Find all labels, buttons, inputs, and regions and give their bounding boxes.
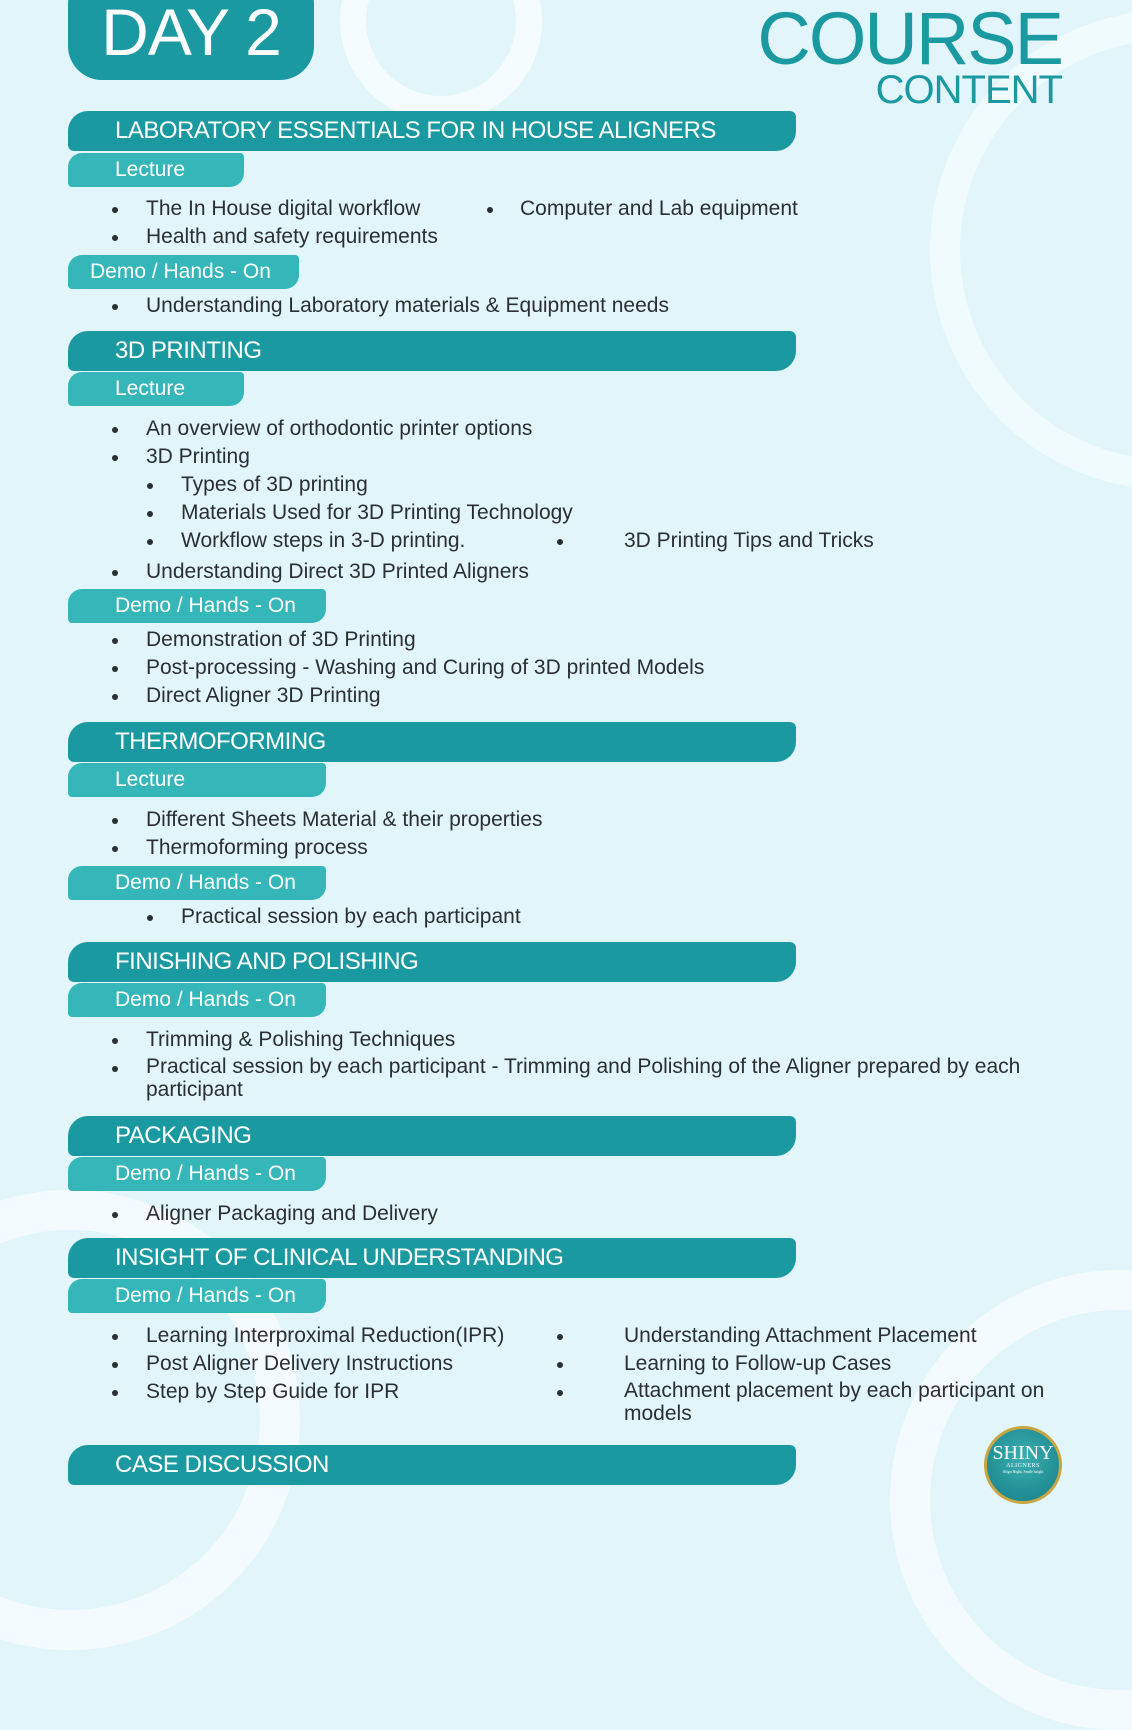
list-item: Workflow steps in 3-D printing. bbox=[181, 529, 466, 552]
bullet bbox=[112, 818, 118, 824]
bullet bbox=[112, 1212, 118, 1218]
bullet bbox=[112, 694, 118, 700]
demo-label: Demo / Hands - On bbox=[68, 255, 299, 289]
list-item: Different Sheets Material & their properties bbox=[146, 808, 543, 831]
bullet bbox=[557, 1362, 563, 1368]
list-item: Types of 3D printing bbox=[181, 473, 368, 496]
bullet bbox=[112, 638, 118, 644]
bullet bbox=[112, 570, 118, 576]
list-item: Health and safety requirements bbox=[146, 225, 438, 248]
list-item: Learning to Follow-up Cases bbox=[624, 1352, 892, 1375]
lecture-label: Lecture bbox=[68, 372, 244, 406]
list-item: Post-processing - Washing and Curing of 3D printed Models bbox=[146, 656, 705, 679]
demo-label: Demo / Hands - On bbox=[68, 983, 326, 1017]
bullet bbox=[112, 1066, 118, 1072]
logo-name: SHINY bbox=[992, 1442, 1054, 1464]
bullet bbox=[112, 427, 118, 433]
list-item: 3D Printing bbox=[146, 445, 250, 468]
list-item: Trimming & Polishing Techniques bbox=[146, 1028, 456, 1051]
bullet bbox=[112, 1390, 118, 1396]
bullet bbox=[557, 539, 563, 545]
section-header-thermoforming: THERMOFORMING bbox=[68, 722, 796, 762]
demo-label: Demo / Hands - On bbox=[68, 1157, 326, 1191]
bullet bbox=[112, 1038, 118, 1044]
bullet bbox=[147, 539, 153, 545]
shiny-aligners-logo bbox=[984, 1426, 1062, 1504]
logo-tagline: Align Right, Smile bright bbox=[1002, 1469, 1044, 1475]
section-header-finishing: FINISHING AND POLISHING bbox=[68, 942, 796, 982]
bullet bbox=[112, 1334, 118, 1340]
bullet bbox=[147, 915, 153, 921]
list-item: Post Aligner Delivery Instructions bbox=[146, 1352, 453, 1375]
list-item: Direct Aligner 3D Printing bbox=[146, 684, 381, 707]
title-line-1: COURSE bbox=[757, 0, 1062, 80]
list-item: Materials Used for 3D Printing Technology bbox=[181, 501, 573, 524]
bullet bbox=[112, 207, 118, 213]
bullet bbox=[112, 455, 118, 461]
bullet bbox=[557, 1390, 563, 1396]
bullet bbox=[147, 483, 153, 489]
bullet bbox=[147, 511, 153, 517]
bullet bbox=[112, 846, 118, 852]
bullet bbox=[112, 304, 118, 310]
demo-label: Demo / Hands - On bbox=[68, 589, 326, 623]
demo-label: Demo / Hands - On bbox=[68, 1279, 326, 1313]
list-item: 3D Printing Tips and Tricks bbox=[624, 529, 874, 552]
list-item: Understanding Attachment Placement bbox=[624, 1324, 977, 1347]
section-header-packaging: PACKAGING bbox=[68, 1116, 796, 1156]
section-header-3d-printing: 3D PRINTING bbox=[68, 331, 796, 371]
list-item: The In House digital workflow bbox=[146, 197, 421, 220]
bullet bbox=[112, 235, 118, 241]
list-item: Practical session by each participant - Trimming and Polishing of the Aligner prepared by each participant bbox=[146, 1055, 1021, 1101]
list-item: Understanding Direct 3D Printed Aligners bbox=[146, 560, 529, 583]
bullet bbox=[487, 207, 493, 213]
list-item: Demonstration of 3D Printing bbox=[146, 628, 416, 651]
list-item: Computer and Lab equipment bbox=[520, 197, 798, 220]
list-item: Practical session by each participant bbox=[181, 905, 521, 928]
list-item: Aligner Packaging and Delivery bbox=[146, 1202, 438, 1225]
list-item: Step by Step Guide for IPR bbox=[146, 1380, 400, 1403]
lecture-label: Lecture bbox=[68, 153, 244, 187]
demo-label: Demo / Hands - On bbox=[68, 866, 326, 900]
page-title bbox=[757, 2, 1062, 110]
list-item: An overview of orthodontic printer options bbox=[146, 417, 533, 440]
section-header-laboratory: LABORATORY ESSENTIALS FOR IN HOUSE ALIGNERS bbox=[68, 111, 796, 151]
decorative-ring bbox=[340, 0, 542, 122]
list-item: Attachment placement by each participant on models bbox=[624, 1379, 1045, 1425]
bullet bbox=[112, 666, 118, 672]
section-header-clinical: INSIGHT OF CLINICAL UNDERSTANDING bbox=[68, 1238, 796, 1278]
bullet bbox=[112, 1362, 118, 1368]
list-item: Learning Interproximal Reduction(IPR) bbox=[146, 1324, 505, 1347]
lecture-label: Lecture bbox=[68, 763, 326, 797]
day-badge: DAY 2 bbox=[68, 0, 314, 80]
bullet bbox=[557, 1334, 563, 1340]
section-header-case-discussion: CASE DISCUSSION bbox=[68, 1445, 796, 1485]
title-line-2: CONTENT bbox=[875, 68, 1062, 112]
logo-sub: ALIGNERS bbox=[1006, 1463, 1040, 1469]
list-item: Understanding Laboratory materials & Equipment needs bbox=[146, 294, 669, 317]
list-item: Thermoforming process bbox=[146, 836, 368, 859]
